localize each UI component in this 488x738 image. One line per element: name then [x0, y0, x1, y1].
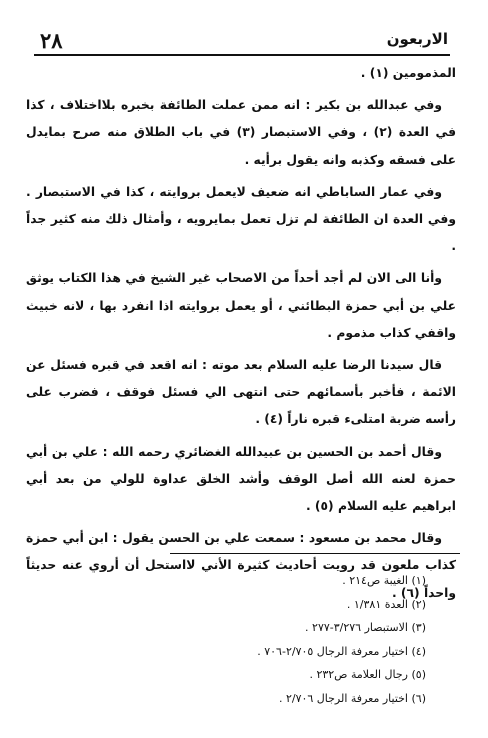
paragraph: وفي عمار الساباطي انه ضعيف لايعمل بروايته ، كذا في الاستبصار . وفي العدة ان الطائفة لم تزل تعمل بمايرويه ، وأمثال ذلك منه كثير جداً .	[26, 184, 456, 254]
paragraph: وأنا الى الان لم أجد أحداً من الاصحاب غير الشيخ في هذا الكتاب يوثق علي بن أبي حمزة البطائني ، أو يعمل بروايته اذا انفرد بها ، لانه خبيث واقفي كذاب مذموم .	[26, 271, 456, 340]
body-text	[26, 60, 456, 612]
paragraph: وفي عبدالله بن بكير : انه ممن عملت الطائفة بخبره بلااختلاف ، كذا في العدة (٢) ، وفي الاستبصار (٣) في باب الطلاق منه صرح بمايدل على فسقه وكذبه وانه يقول برأيه .	[26, 98, 457, 167]
paragraph: قال سيدنا الرضا عليه السلام بعد موته : انه اقعد في قبره فسئل عن الائمة ، فأخبر بأسمائهم حتى انتهى الي فسئل فوقف ، فضرب على رأسه ضربة امتلىء قبره ناراً (٤) .	[26, 358, 456, 427]
paragraph: المذمومين (١) .	[360, 66, 456, 80]
footnote-divider	[170, 553, 460, 554]
running-title: الاربعون	[386, 30, 448, 48]
footnote: (٤) اختيار معرفة الرجال ٢/٧٠٥-٧٠٦ .	[257, 644, 426, 658]
footnote: (٢) العدة ١/٣٨١ .	[346, 597, 426, 611]
paragraph: وقال محمد بن مسعود : سمعت علي بن الحسن يقول : ابن أبي حمزة كذاب ملعون قد رويت أحاديث كثيرة الأني لااستحل أن أروي عنه حديثاً واحداً (٦) .	[26, 531, 456, 600]
page-header	[34, 24, 450, 56]
footnote: (٦) اختيار معرفة الرجال ٢/٧٠٦ .	[278, 691, 426, 705]
paragraph: وقال أحمد بن الحسين بن عبيدالله الغضائري رحمه الله : علي بن أبي حمزة لعنه الله أصل الوقف وأشد الخلق عداوة للولي من بعد أبي ابراهيم عليه السلام (٥) .	[26, 444, 456, 514]
footnote: (٣) الاستبصار ٣/٢٧٦-٢٧٧ .	[305, 621, 426, 634]
footnote: (١) الغيبة ص٢١٤ .	[342, 574, 426, 587]
footnotes-list	[106, 569, 426, 710]
footnote: (٥) رجال العلامة ص٢٣٢ .	[309, 668, 426, 681]
page-number: ٢٨	[40, 28, 63, 53]
